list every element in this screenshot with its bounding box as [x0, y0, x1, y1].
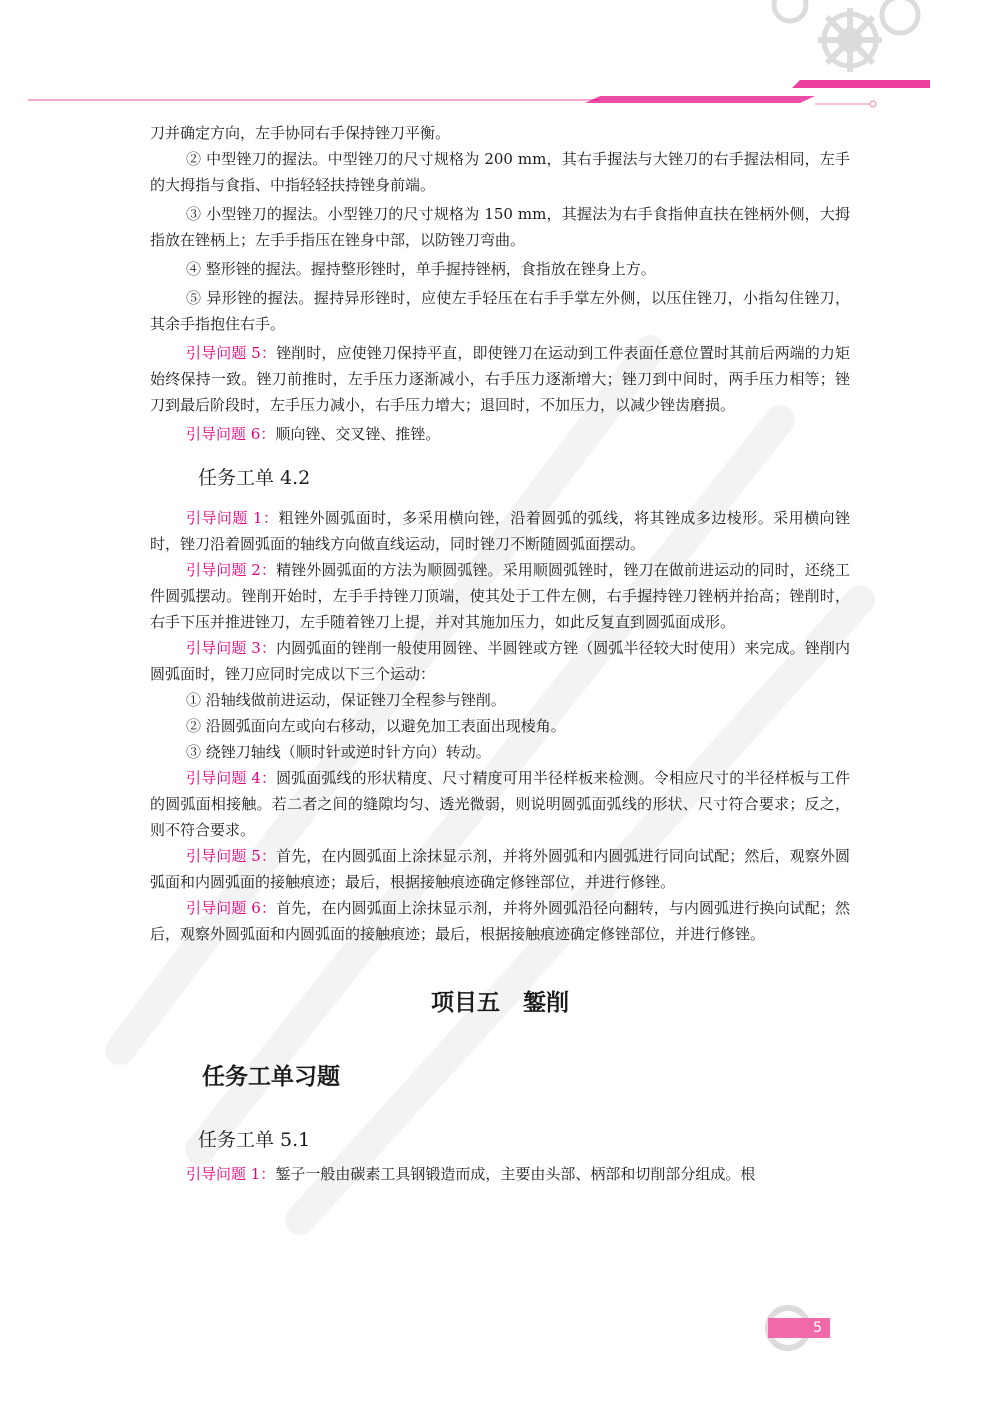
t42-q6: 引导问题 6：首先，在内圆弧面上涂抹显示剂，并将外圆弧沿径向翻转，与内圆弧进行换向试配；然后，观察外圆弧面和内圆弧面的接触痕迹；最后，根据接触痕迹确定修锉部位，并进行修锉。 [150, 899, 850, 943]
page-number: 5 [768, 1318, 830, 1338]
t42-q5: 引导问题 5：首先，在内圆弧面上涂抹显示剂，并将外圆弧和内圆弧进行同向试配；然后，观察外圆弧面和内圆弧面的接触痕迹；最后，根据接触痕迹确定修锉部位，并进行修锉。 [150, 847, 850, 891]
t42-item-1: ① 沿轴线做前进运动，保证锉刀全程参与锉削。 [186, 691, 506, 709]
paragraph-5: ⑤ 异形锉的握法。握持异形锉时，应使左手轻压在右手手掌左外侧，以压住锉刀，小指勾住锉刀，其余手指抱住右手。 [150, 289, 850, 333]
t42-item-3: ③ 绕锉刀轴线（顺时针或逆时针方向）转动。 [186, 743, 491, 761]
page-content [150, 120, 850, 1187]
paragraph-2: ② 中型锉刀的握法。中型锉刀的尺寸规格为 200 mm，其右手握法与大锉刀的右手握法相同，左手的大拇指与食指、中指轻轻扶持锉身前端。 [150, 150, 850, 194]
t51-q1: 引导问题 1：錾子一般由碳素工具钢锻造而成，主要由头部、柄部和切削部分组成。根 [186, 1165, 756, 1183]
project-title: 项目五 錾削 [431, 989, 569, 1016]
task-title-4-2: 任务工单 4.2 [198, 467, 311, 489]
paragraph-7: 引导问题 6：顺向锉、交叉锉、推锉。 [186, 425, 441, 443]
question-lead: 引导问题 5： [186, 344, 277, 362]
t42-q3: 引导问题 3：内圆弧面的锉削一般使用圆锉、半圆锉或方锉（圆弧半径较大时使用）来完成。锉削内圆弧面时，锉刀应同时完成以下三个运动： [150, 639, 850, 683]
question-lead: 引导问题 6： [186, 425, 276, 443]
section-title: 任务工单习题 [202, 1063, 340, 1090]
task-title-5-1: 任务工单 5.1 [198, 1129, 311, 1151]
t42-q2: 引导问题 2：精锉外圆弧面的方法为顺圆弧锉。采用顺圆弧锉时，锉刀在做前进运动的同时，还绕工件圆弧摆动。锉削开始时，左手手持锉刀顶端，使其处于工件左侧，右手握持锉刀锉柄并抬高；锉削时，右手下压并推进锉刀，左手随着锉刀上提，并对其施加压力，如此反复直到圆弧面成形。 [150, 561, 850, 631]
t42-q1: 引导问题 1：粗锉外圆弧面时，多采用横向锉，沿着圆弧的弧线，将其锉成多边棱形。采用横向锉时，锉刀沿着圆弧面的轴线方向做直线运动，同时锉刀不断随圆弧面摆动。 [150, 509, 850, 553]
t42-q4: 引导问题 4：圆弧面弧线的形状精度、尺寸精度可用半径样板来检测。令相应尺寸的半径样板与工件的圆弧面相接触。若二者之间的缝隙均匀、透光微弱，则说明圆弧面弧线的形状、尺寸符合要求；反之，则不符合要求。 [150, 769, 850, 839]
paragraph-4: ④ 整形锉的握法。握持整形锉时，单手握持锉柄，食指放在锉身上方。 [186, 260, 656, 278]
t42-item-2: ② 沿圆弧面向左或向右移动，以避免加工表面出现棱角。 [186, 717, 566, 735]
paragraph-3: ③ 小型锉刀的握法。小型锉刀的尺寸规格为 150 mm，其握法为右手食指伸直扶在锉柄外侧，大拇指放在锉柄上；左手手指压在锉身中部，以防锉刀弯曲。 [150, 205, 850, 249]
paragraph-6: 引导问题 5：锉削时，应使锉刀保持平直，即使锉刀在运动到工件表面任意位置时其前后两端的力矩始终保持一致。锉刀前推时，左手压力逐渐减小，右手压力逐渐增大；锉刀到中间时，两手压力相等；锉刀到最后阶段时，左手压力减小，右手压力增大；退回时，不加压力，以减少锉齿磨损。 [150, 344, 850, 414]
paragraph-1: 刀并确定方向，左手协同右手保持锉刀平衡。 [150, 124, 451, 142]
